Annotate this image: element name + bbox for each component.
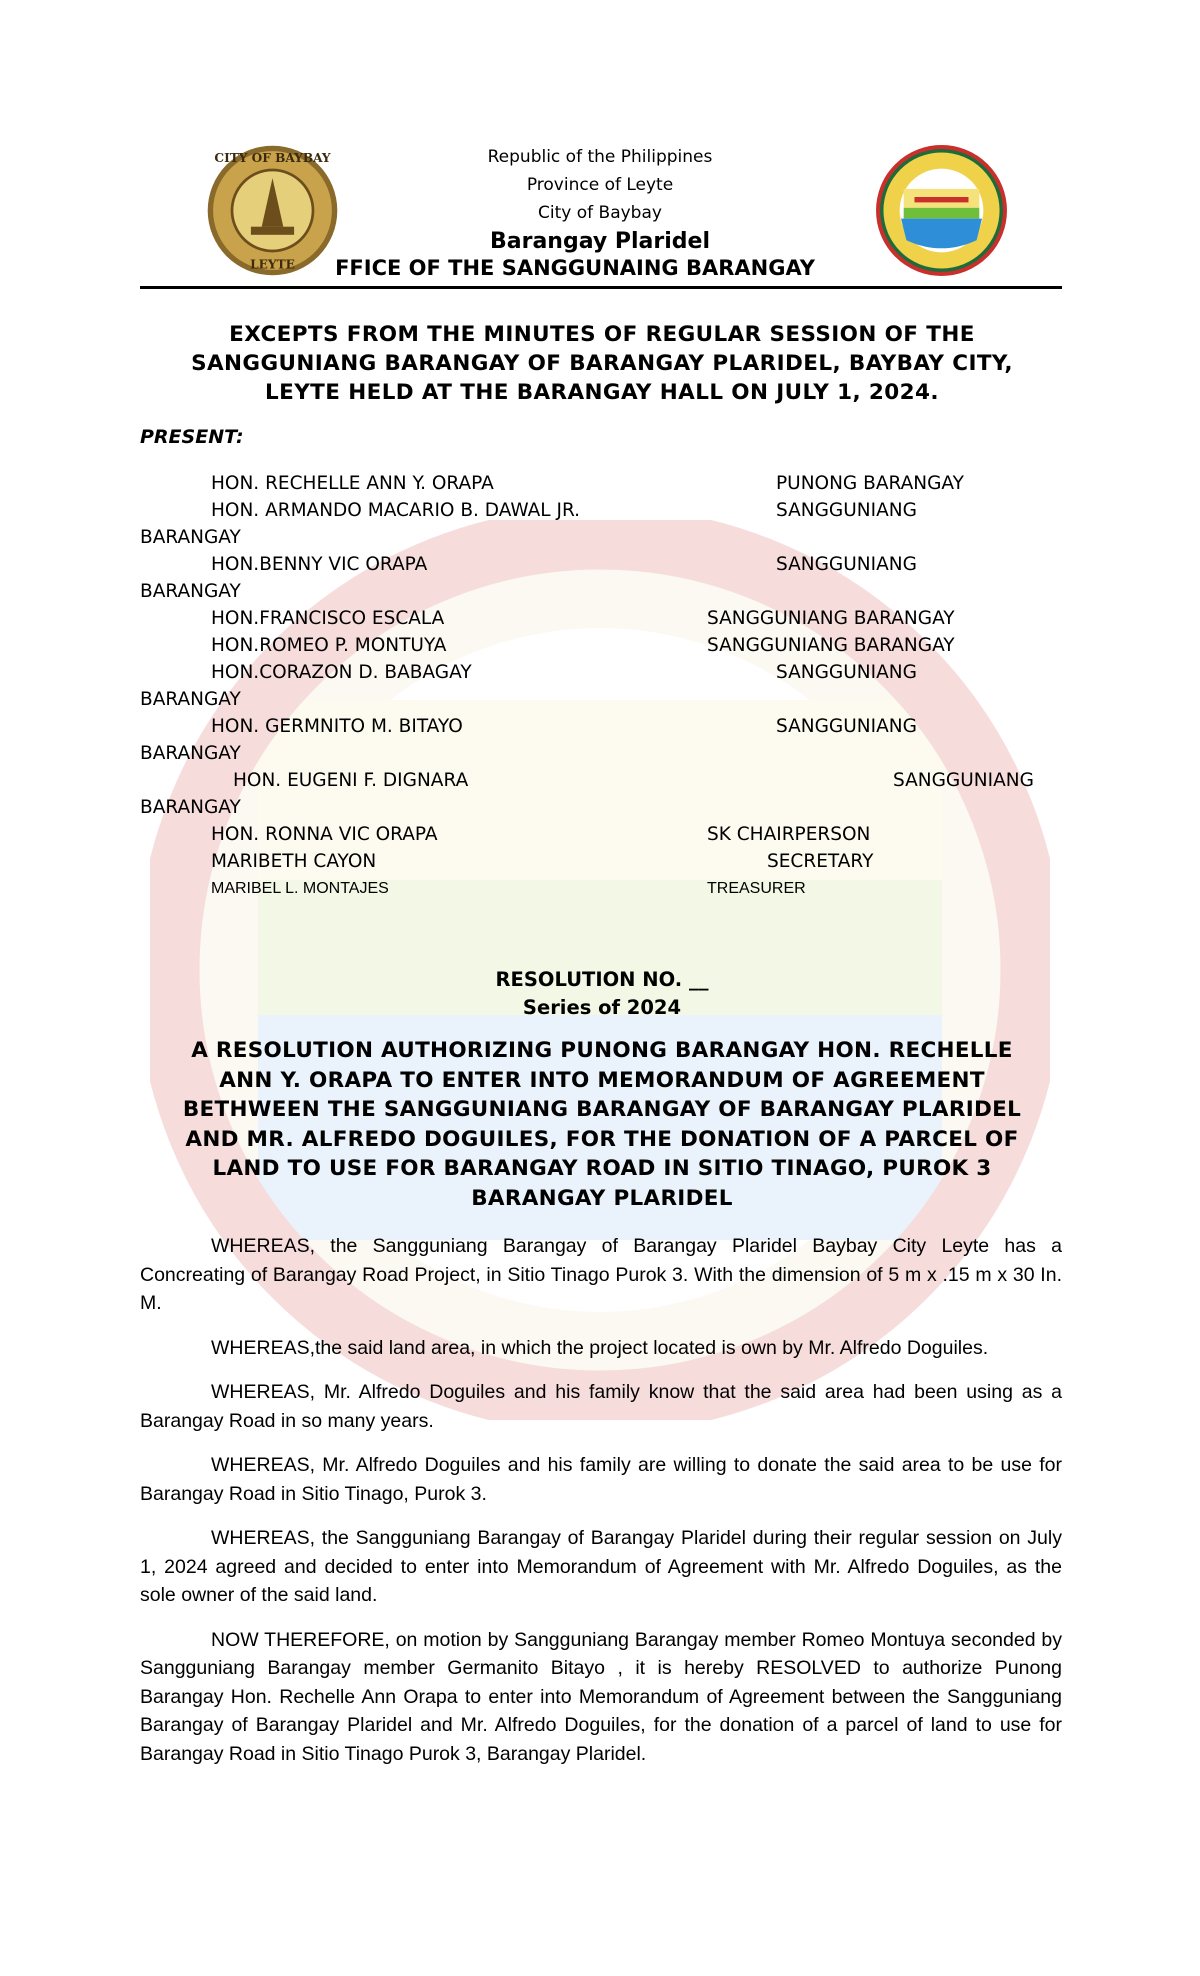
attendee-row-wrap: BARANGAY — [140, 797, 241, 818]
resolution-number: RESOLUTION NO. __ Series of 2024 — [495, 968, 709, 1019]
attendee-row: HON. GERMNITO M. BITAYO SANGGUNIANG — [211, 716, 917, 737]
attendance-list — [140, 470, 1064, 902]
province-line: Province of Leyte — [526, 175, 674, 195]
attendee-row: HON. RECHELLE ANN Y. ORAPA PUNONG BARANGAY — [211, 473, 964, 494]
attendee-row-wrap: BARANGAY — [140, 581, 241, 602]
attendee-row-wrap: BARANGAY — [140, 689, 241, 710]
resolved-paragraph: NOW THEREFORE, on motion by Sangguniang Barangay member Romeo Montuya seconded by Sangguniang Barangay member Germanito Bitayo , it is hereby RESOLVED to authorize Punong Barangay Hon. Rechelle Ann Orapa to enter into Memorandum of Agreement between the Sangguniang Barangay of Barangay Plaridel and Mr. Alfredo Doguiles, for the donation of a parcel of land to use for Barangay Road in Sitio Tinago Purok 3, Barangay Plaridel. — [140, 1628, 1062, 1765]
svg-text:LEYTE: LEYTE — [250, 257, 295, 272]
attendee-row: MARIBETH CAYON SECRETARY — [211, 851, 874, 872]
letterhead — [300, 143, 900, 256]
header-divider — [140, 286, 1062, 289]
whereas-paragraph: WHEREAS,the said land area, in which the project located is own by Mr. Alfredo Doguiles. — [211, 1336, 989, 1359]
attendee-row: HON.CORAZON D. BABAGAY SANGGUNIANG — [211, 662, 917, 683]
whereas-paragraph: WHEREAS, the Sangguniang Barangay of Barangay Plaridel Baybay City Leyte has a Concreating of Barangay Road Project, in Sitio Tinago Purok 3. With the dimension of 5 m x .15 m x 30 In. M. — [140, 1235, 1062, 1314]
attendee-row-wrap: BARANGAY — [140, 527, 241, 548]
whereas-paragraph: WHEREAS, the Sangguniang Barangay of Barangay Plaridel during their regular session on July 1, 2024 agreed and decided to enter into Memorandum of Agreement with Mr. Alfredo Doguiles, as the sole owner of the said land. — [140, 1527, 1062, 1606]
svg-text:CITY OF BAYBAY: CITY OF BAYBAY — [214, 150, 331, 165]
office-title: FFICE OF THE SANGGUNAING BARANGAY — [335, 256, 815, 280]
attendee-row: HON. RONNA VIC ORAPA SK CHAIRPERSON — [211, 824, 871, 845]
attendee-row: HON.BENNY VIC ORAPA SANGGUNIANG — [211, 554, 917, 575]
document-title: EXCEPTS FROM THE MINUTES OF REGULAR SESSION OF THE SANGGUNIANG BARANGAY OF BARANGAY PLARIDEL, BAYBAY CITY, LEYTE HELD AT THE BARANGAY HALL ON JULY 1, 2024. — [191, 322, 1013, 405]
resolution-body — [140, 1232, 1062, 1784]
attendee-row: MARIBEL L. MONTAJES TREASURER — [211, 880, 806, 897]
present-heading: PRESENT: — [140, 426, 244, 448]
attendee-row: HON. ARMANDO MACARIO B. DAWAL JR. SANGGUNIANG — [211, 500, 917, 521]
republic-line: Republic of the Philippines — [487, 147, 713, 167]
resolution-title: A RESOLUTION AUTHORIZING PUNONG BARANGAY HON. RECHELLE ANN Y. ORAPA TO ENTER INTO MEMORANDUM OF AGREEMENT BETHWEEN THE SANGGUNIANG BARANGAY OF BARANGAY PLARIDEL AND MR. ALFREDO DOGUILES, FOR THE DONATION OF A PARCEL OF LAND TO USE FOR BARANGAY ROAD IN SITIO TINAGO, PUROK 3 BARANGAY PLARIDEL — [182, 1038, 1022, 1211]
attendee-row: HON. EUGENI F. DIGNARA SANGGUNIANG — [233, 770, 1034, 791]
attendee-row: HON.ROMEO P. MONTUYA SANGGUNIANG BARANGAY — [211, 635, 955, 656]
attendee-row-wrap: BARANGAY — [140, 743, 241, 764]
attendee-row: HON.FRANCISCO ESCALA SANGGUNIANG BARANGAY — [211, 608, 955, 629]
barangay-name: Barangay Plaridel — [490, 229, 710, 254]
city-line: City of Baybay — [538, 203, 662, 223]
whereas-paragraph: WHEREAS, Mr. Alfredo Doguiles and his family know that the said area had been using as a Barangay Road in so many years. — [140, 1381, 1062, 1432]
whereas-paragraph: WHEREAS, Mr. Alfredo Doguiles and his family are willing to donate the said area to be use for Barangay Road in Sitio Tinago, Purok 3. — [140, 1454, 1062, 1505]
